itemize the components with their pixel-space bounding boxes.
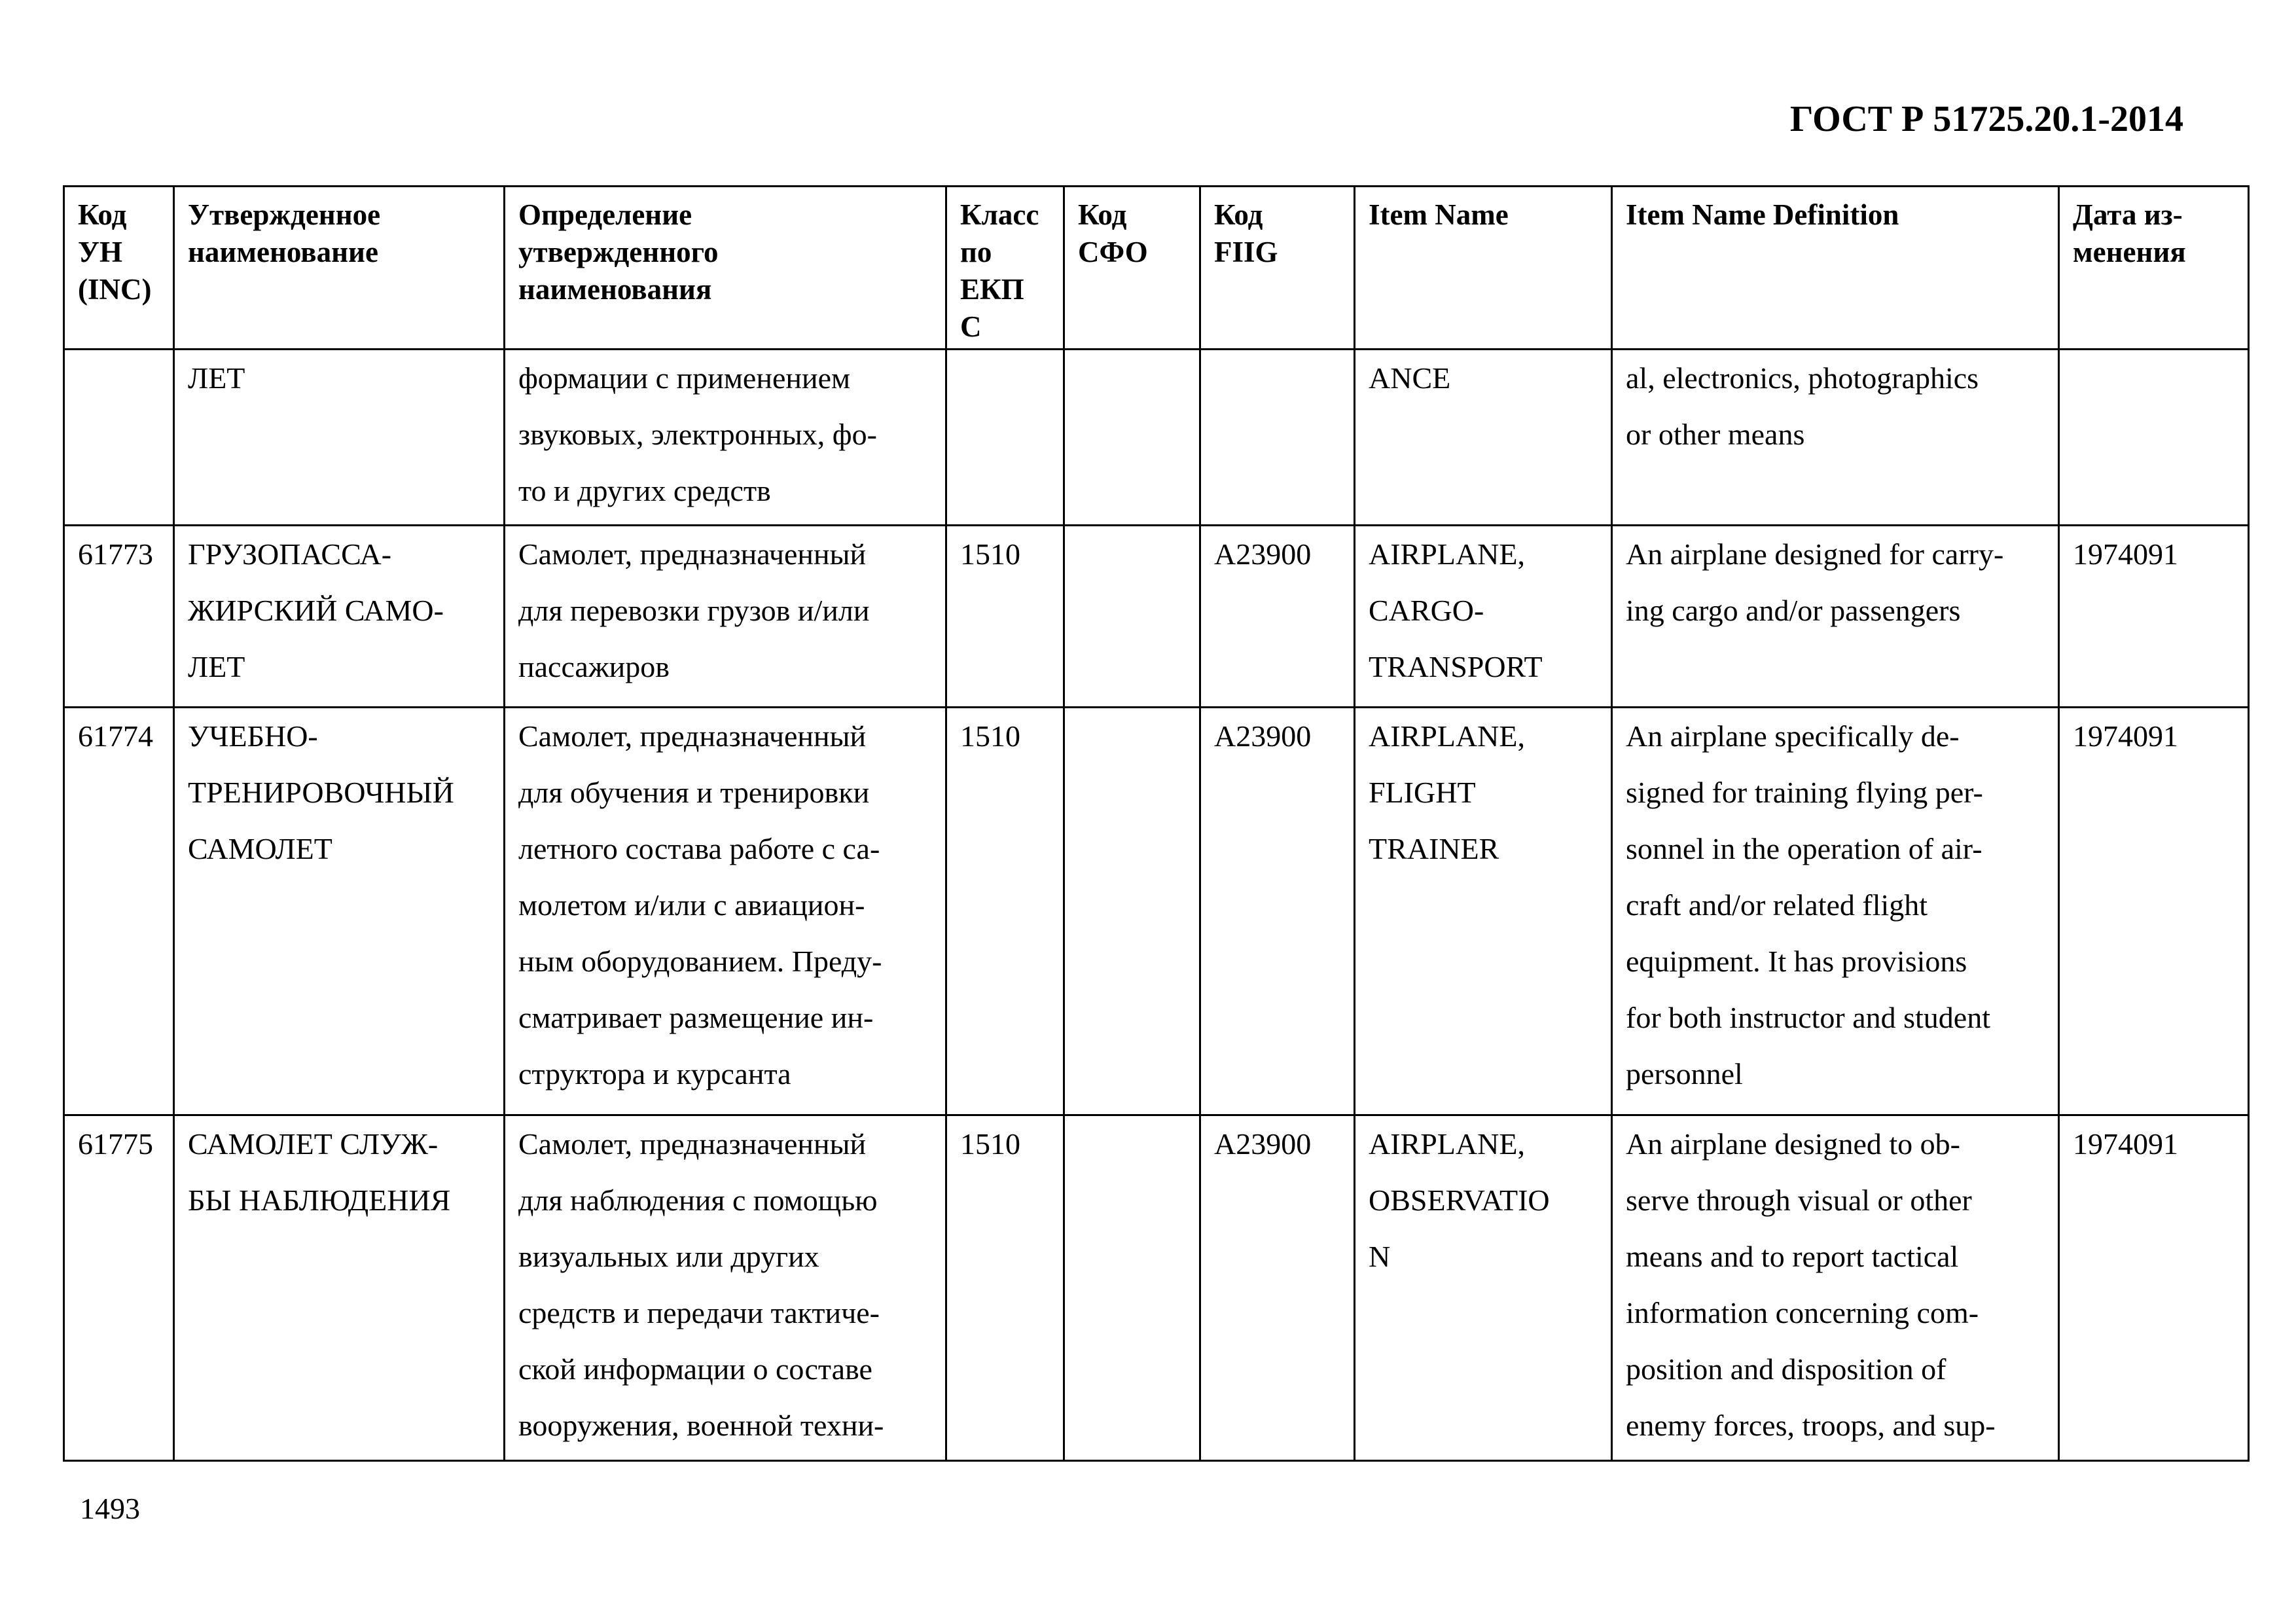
cell-inc: 61774: [64, 708, 174, 1115]
cell-item-name-definition: al, electronics, photographics or other means: [1612, 350, 2059, 526]
page-number: 1493: [80, 1492, 140, 1525]
cell-fiig-code: [1200, 350, 1355, 526]
cell-item-name-definition: An airplane designed for carry- ing cargo and/or passengers: [1612, 526, 2059, 708]
document-standard-code: ГОСТ Р 51725.20.1-2014: [1789, 99, 2183, 139]
cell-sfo-code: [1064, 708, 1200, 1115]
cell-change-date: 1974091: [2059, 708, 2249, 1115]
header-approved-name: Утвержденное наименование: [174, 187, 505, 350]
cell-inc: 61773: [64, 526, 174, 708]
cell-sfo-code: [1064, 526, 1200, 708]
cell-change-date: 1974091: [2059, 526, 2249, 708]
table-row: [64, 1115, 2249, 1461]
cell-fiig-code: A23900: [1200, 526, 1355, 708]
table-header-row: [64, 187, 2249, 350]
header-fiig-code: Код FIIG: [1200, 187, 1355, 350]
header-ekps-class: Класс по ЕКП С: [946, 187, 1064, 350]
header-item-name-definition: Item Name Definition: [1612, 187, 2059, 350]
header-sfo-code: Код СФО: [1064, 187, 1200, 350]
cell-ekps-class: [946, 350, 1064, 526]
cell-fiig-code: A23900: [1200, 708, 1355, 1115]
cell-item-name: ANCE: [1355, 350, 1612, 526]
cell-definition: формации с применением звуковых, электронных, фо- то и других средств: [505, 350, 946, 526]
cell-item-name: AIRPLANE, OBSERVATIO N: [1355, 1115, 1612, 1461]
cell-inc: [64, 350, 174, 526]
cell-definition: Самолет, предназначенный для перевозки грузов и/или пассажиров: [505, 526, 946, 708]
header-definition: Определение утвержденного наименования: [505, 187, 946, 350]
table-row: [64, 526, 2249, 708]
cell-inc: 61775: [64, 1115, 174, 1461]
cell-approved-name: УЧЕБНО- ТРЕНИРОВОЧНЫЙ САМОЛЕТ: [174, 708, 505, 1115]
cell-fiig-code: A23900: [1200, 1115, 1355, 1461]
cell-item-name: AIRPLANE, CARGO- TRANSPORT: [1355, 526, 1612, 708]
cell-ekps-class: 1510: [946, 708, 1064, 1115]
cell-definition: Самолет, предназначенный для наблюдения с помощью визуальных или других средств и передачи тактиче- ской информации о составе вооружения, военной техни-: [505, 1115, 946, 1461]
cell-sfo-code: [1064, 350, 1200, 526]
cell-ekps-class: 1510: [946, 526, 1064, 708]
cell-approved-name: ГРУЗОПАССА- ЖИРСКИЙ САМО- ЛЕТ: [174, 526, 505, 708]
table-row: [64, 708, 2249, 1115]
header-inc: Код УН (INC): [64, 187, 174, 350]
cell-change-date: [2059, 350, 2249, 526]
header-change-date: Дата из- менения: [2059, 187, 2249, 350]
cell-ekps-class: 1510: [946, 1115, 1064, 1461]
cell-item-name-definition: An airplane designed to ob- serve through visual or other means and to report tactical information concerning com- position and disposition of enemy forces, troops, and sup-: [1612, 1115, 2059, 1461]
cell-definition: Самолет, предназначенный для обучения и тренировки летного состава работе с са- молетом и/или с авиацион- ным оборудованием. Преду- сматривает размещение ин- структора и курсанта: [505, 708, 946, 1115]
cell-item-name: AIRPLANE, FLIGHT TRAINER: [1355, 708, 1612, 1115]
registry-table: [63, 185, 2250, 1462]
cell-sfo-code: [1064, 1115, 1200, 1461]
table-row: [64, 350, 2249, 526]
cell-change-date: 1974091: [2059, 1115, 2249, 1461]
cell-approved-name: САМОЛЕТ СЛУЖ- БЫ НАБЛЮДЕНИЯ: [174, 1115, 505, 1461]
cell-approved-name: ЛЕТ: [174, 350, 505, 526]
cell-item-name-definition: An airplane specifically de- signed for training flying per- sonnel in the operation of air- craft and/or related flight equipment. It has provisions for both instructor and student personnel: [1612, 708, 2059, 1115]
header-item-name: Item Name: [1355, 187, 1612, 350]
